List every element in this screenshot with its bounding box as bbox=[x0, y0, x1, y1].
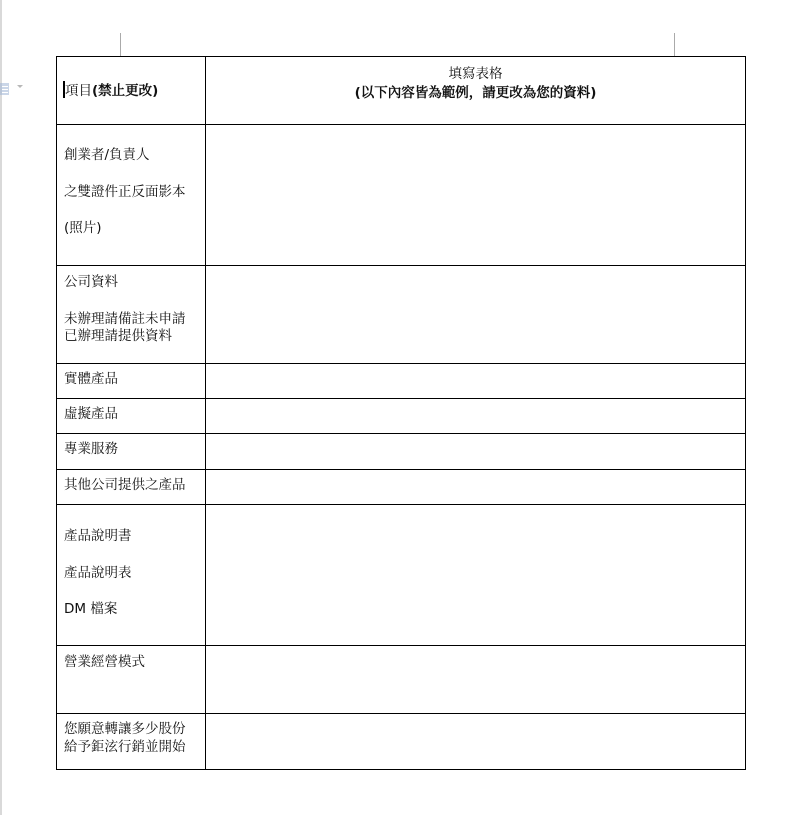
label-line: 之雙證件正反面影本 bbox=[64, 183, 186, 200]
label-line: 其他公司提供之產品 bbox=[64, 477, 186, 493]
label-line: 產品說明表 bbox=[64, 564, 132, 581]
header-fill-cell[interactable] bbox=[206, 57, 746, 125]
row-value-cell[interactable] bbox=[206, 364, 746, 399]
table-row bbox=[57, 434, 746, 470]
row-value-cell[interactable] bbox=[206, 505, 746, 646]
row-label-cell[interactable] bbox=[57, 646, 206, 714]
row-label-cell[interactable] bbox=[57, 434, 206, 470]
label-line: DM 檔案 bbox=[64, 601, 118, 618]
label-line: 產品說明書 bbox=[64, 528, 132, 544]
page-corner-mark-right bbox=[674, 33, 675, 56]
row-value-cell[interactable] bbox=[206, 646, 746, 714]
label-line: (照片) bbox=[64, 220, 102, 237]
row-value-cell[interactable] bbox=[206, 434, 746, 470]
row-value-cell[interactable] bbox=[206, 266, 746, 364]
label-line: 虛擬產品 bbox=[64, 406, 118, 422]
table-row bbox=[57, 470, 746, 505]
label-line: 已辦理請提供資料 bbox=[64, 328, 172, 345]
label-line: 給予鉅泫行銷並開始 bbox=[64, 738, 186, 755]
row-label-cell[interactable] bbox=[57, 505, 206, 646]
table-row bbox=[57, 266, 746, 364]
header-item-note: (禁止更改) bbox=[92, 83, 159, 99]
application-form-table bbox=[56, 56, 746, 770]
label-line: 實體產品 bbox=[64, 371, 118, 387]
header-fill-note: (以下內容皆為範例，請更改為您的資料) bbox=[354, 84, 597, 101]
row-value-cell[interactable] bbox=[206, 470, 746, 505]
label-line: 您願意轉讓多少股份 bbox=[64, 721, 186, 737]
header-fill-title: 填寫表格 bbox=[448, 66, 503, 82]
row-label-cell[interactable] bbox=[57, 364, 206, 399]
table-row bbox=[57, 125, 746, 266]
row-label-cell[interactable] bbox=[57, 714, 206, 770]
label-line: 創業者/負責人 bbox=[64, 147, 150, 163]
chevron-down-icon[interactable] bbox=[17, 85, 23, 88]
row-value-cell[interactable] bbox=[206, 714, 746, 770]
table-header-row bbox=[57, 57, 746, 125]
table-row bbox=[57, 714, 746, 770]
label-line: 專業服務 bbox=[64, 441, 118, 457]
row-label-cell[interactable] bbox=[57, 266, 206, 364]
page-corner-mark-left bbox=[120, 33, 121, 56]
row-value-cell[interactable] bbox=[206, 399, 746, 434]
row-label-cell[interactable] bbox=[57, 399, 206, 434]
table-row bbox=[57, 646, 746, 714]
label-line: 未辦理請備註未申請 bbox=[64, 310, 186, 327]
header-item-cell[interactable] bbox=[57, 57, 206, 125]
row-label-cell[interactable] bbox=[57, 470, 206, 505]
window-left-edge bbox=[0, 0, 2, 815]
row-value-cell[interactable] bbox=[206, 125, 746, 266]
header-item-label: 項目 bbox=[65, 83, 92, 99]
table-row bbox=[57, 399, 746, 434]
clipboard-paste-icon[interactable] bbox=[0, 82, 10, 96]
row-label-cell[interactable] bbox=[57, 125, 206, 266]
label-line: 公司資料 bbox=[64, 274, 118, 290]
label-line: 營業經營模式 bbox=[64, 654, 145, 670]
table-row bbox=[57, 364, 746, 399]
table-row bbox=[57, 505, 746, 646]
